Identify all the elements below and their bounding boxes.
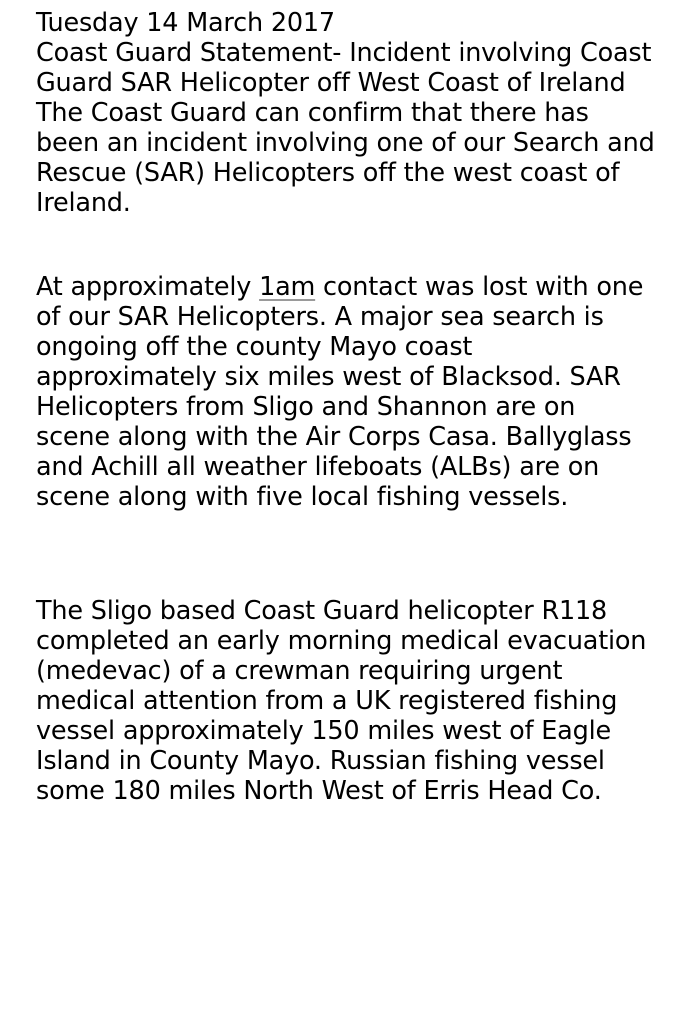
time-link[interactable]: 1am bbox=[259, 272, 316, 302]
paragraph-2-line-4: approximately six miles west of Blacksod. SAR bbox=[36, 362, 621, 392]
paragraph-spacer-large bbox=[36, 512, 684, 596]
paragraph-2-line-6: scene along with the Air Corps Casa. Ballyglass bbox=[36, 422, 632, 452]
paragraph-2-line-1 bbox=[36, 272, 684, 302]
paragraph-2-prefix: At approximately bbox=[36, 272, 260, 302]
headline-line-2: Guard SAR Helicopter off West Coast of Ireland bbox=[36, 68, 626, 98]
paragraph-2-line-3: ongoing off the county Mayo coast bbox=[36, 332, 473, 362]
paragraph-1-line-2: been an incident involving one of our Search and bbox=[36, 128, 655, 158]
paragraph-3-line-1: The Sligo based Coast Guard helicopter R118 bbox=[36, 596, 608, 626]
paragraph-1-line-4: Ireland. bbox=[36, 188, 131, 218]
paragraph-2-line-5: Helicopters from Sligo and Shannon are on bbox=[36, 392, 576, 422]
paragraph-3-line-3: (medevac) of a crewman requiring urgent bbox=[36, 656, 563, 686]
paragraph-3-line-5: vessel approximately 150 miles west of Eagle bbox=[36, 716, 611, 746]
paragraph-3-line-6: Island in County Mayo. Russian fishing vessel bbox=[36, 746, 605, 776]
paragraph-3-line-2: completed an early morning medical evacuation bbox=[36, 626, 647, 656]
paragraph-2-line-7: and Achill all weather lifeboats (ALBs) are on bbox=[36, 452, 600, 482]
paragraph-3-line-4: medical attention from a UK registered fishing bbox=[36, 686, 618, 716]
statement-date: Tuesday 14 March 2017 bbox=[36, 8, 335, 38]
paragraph-spacer bbox=[36, 218, 684, 272]
headline-line-1: Coast Guard Statement- Incident involving Coast bbox=[36, 38, 652, 68]
paragraph-1-line-1: The Coast Guard can confirm that there has bbox=[36, 98, 589, 128]
paragraph-2-line-2: of our SAR Helicopters. A major sea search is bbox=[36, 302, 604, 332]
paragraph-2-suffix: contact was lost with one bbox=[315, 272, 644, 302]
paragraph-2-line-8: scene along with five local fishing vessels. bbox=[36, 482, 569, 512]
paragraph-3-line-7: some 180 miles North West of Erris Head Co. bbox=[36, 776, 602, 806]
paragraph-1-line-3: Rescue (SAR) Helicopters off the west coast of bbox=[36, 158, 620, 188]
